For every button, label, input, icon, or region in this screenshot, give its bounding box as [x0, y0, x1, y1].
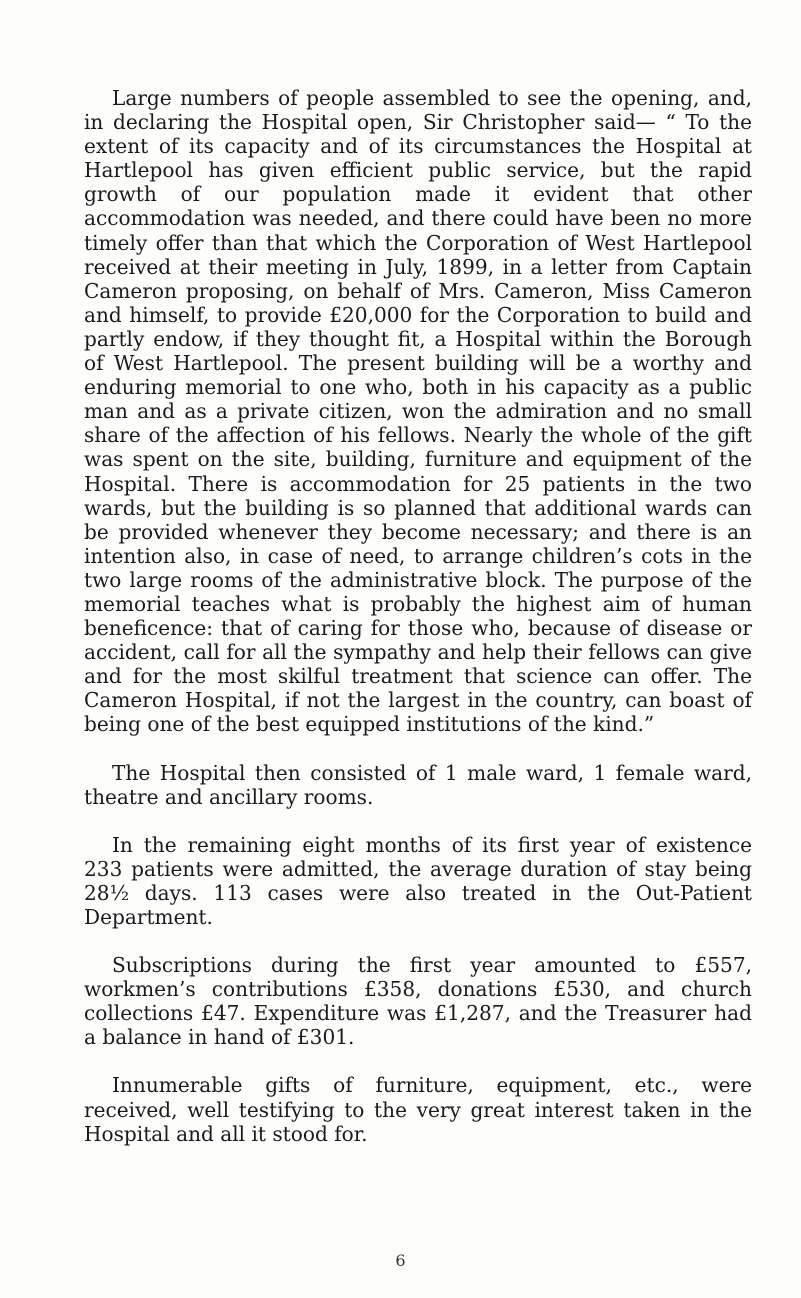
- paragraph-gifts: Innumerable gifts of furniture, equipment, etc., were received, well testifying to the very great interest taken in the Hospital and all it stood for.: [84, 1073, 752, 1146]
- paragraph-hospital-composition: The Hospital then consisted of 1 male ward, 1 female ward, theatre and ancillary rooms.: [84, 760, 752, 809]
- paragraph-first-year-patients: In the remaining eight months of its first year of existence 233 patients were admitted, the average duration of stay being 28½ days. 113 cases were also treated in the Out-Patient Department.: [84, 832, 752, 929]
- body-text: [84, 86, 752, 1170]
- page-number: 6: [395, 1251, 406, 1270]
- paragraph-subscriptions: Subscriptions during the first year amounted to £557, workmen’s contributions £358, donations £530, and church collections £47. Expenditure was £1,287, and the Treasurer had a balance in hand of £301.: [84, 953, 752, 1050]
- paragraph-opening-speech: Large numbers of people assembled to see the opening, and, in declaring the Hospital open, Sir Christopher said— “ To the extent of its capacity and of its circumstances the Hospital at Hartlepool has given efficient public service, but the rapid growth of our population made it evident that other accommodation was needed, and there could have been no more timely offer than that which the Corporation of West Hartlepool received at their meeting in July, 1899, in a letter from Captain Cameron proposing, on behalf of Mrs. Cameron, Miss Cameron and himself, to provide £20,000 for the Corporation to build and partly endow, if they thought fit, a Hospital within the Borough of West Hartlepool. The present building will be a worthy and enduring memorial to one who, both in his capacity as a public man and as a private citizen, won the admiration and no small share of the affection of his fellows. Nearly the whole of the gift was spent on the site, building, furniture and equipment of the Hospital. There is accommodation for 25 patients in the two wards, but the building is so planned that additional wards can be provided whenever they become necessary; and there is an intention also, in case of need, to arrange children’s cots in the two large rooms of the administrative block. The purpose of the memorial teaches what is probably the highest aim of human beneficence: that of caring for those who, because of disease or accident, call for all the sympathy and help their fellows can give and for the most skilful treatment that science can offer. The Cameron Hospital, if not the largest in the country, can boast of being one of the best equipped institutions of the kind.”: [84, 86, 752, 737]
